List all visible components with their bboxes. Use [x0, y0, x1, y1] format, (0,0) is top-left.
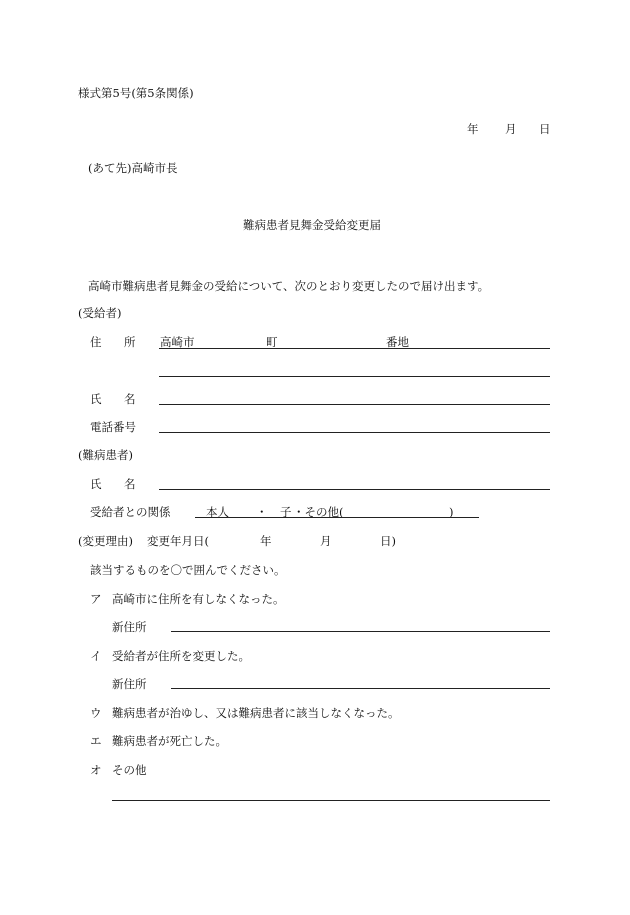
name-label-char1: 氏 [90, 392, 102, 406]
relation-child[interactable]: 子 [280, 505, 292, 519]
new-address-label-a: 新住所 [112, 620, 147, 634]
patient-heading: (難病患者) [78, 448, 133, 462]
instruction-text: 該当するものを〇で囲んでください。 [90, 563, 286, 577]
option-i-text: 受給者が住所を変更した。 [112, 649, 250, 663]
form-number: 様式第5号(第5条関係) [78, 86, 194, 100]
relation-close-paren: ) [449, 505, 454, 519]
option-e-text: 難病患者が死亡した。 [112, 734, 227, 748]
option-a-key[interactable]: ア [90, 592, 102, 606]
date-day-label: 日 [539, 122, 551, 136]
recipient-name-line[interactable] [159, 404, 550, 405]
change-date-day: 日) [380, 534, 396, 548]
addressee: (あて先)高崎市長 [88, 161, 178, 175]
intro-text: 高崎市難病患者見舞金の受給について、次のとおり変更したので届け出ます。 [88, 279, 490, 293]
patient-name-label-char2: 名 [124, 477, 136, 491]
address-line-2[interactable] [159, 376, 550, 377]
option-o-key[interactable]: オ [90, 763, 102, 777]
address-city: 高崎市 [160, 335, 195, 349]
address-label-char1: 住 [90, 335, 102, 349]
address-label-char2: 所 [124, 335, 136, 349]
relation-line [195, 517, 479, 518]
option-u-text: 難病患者が治ゆし、又は難病患者に該当しなくなった。 [112, 706, 400, 720]
patient-name-line[interactable] [159, 489, 550, 490]
option-e-key[interactable]: エ [90, 734, 102, 748]
option-a-text: 高崎市に住所を有しなくなった。 [112, 592, 285, 606]
other-reason-line[interactable] [112, 800, 550, 801]
new-address-line-a[interactable] [171, 631, 550, 632]
relation-label: 受給者との関係 [90, 505, 171, 519]
change-date-month: 月 [320, 534, 332, 548]
phone-label: 電話番号 [90, 420, 136, 434]
patient-name-label-char1: 氏 [90, 477, 102, 491]
new-address-line-i[interactable] [171, 688, 550, 689]
reason-heading: (変更理由) [78, 534, 133, 548]
address-banchi: 番地 [386, 335, 409, 349]
recipient-heading: (受給者) [78, 306, 122, 320]
change-date-year: 年 [260, 534, 272, 548]
change-date-label: 変更年月日( [147, 534, 209, 548]
phone-line[interactable] [159, 432, 550, 433]
date-month-label: 月 [505, 122, 517, 136]
page-title: 難病患者見舞金受給変更届 [243, 218, 381, 232]
new-address-label-i: 新住所 [112, 677, 147, 691]
option-o-text: その他 [112, 763, 147, 777]
option-i-key[interactable]: イ [90, 649, 102, 663]
option-u-key[interactable]: ウ [90, 706, 102, 720]
address-town: 町 [266, 335, 278, 349]
relation-self[interactable]: 本人 [206, 505, 229, 519]
relation-other[interactable]: ・その他( [293, 505, 344, 519]
relation-separator: ・ [256, 505, 268, 519]
name-label-char2: 名 [124, 392, 136, 406]
address-line-1[interactable] [159, 348, 550, 349]
date-year-label: 年 [467, 122, 479, 136]
